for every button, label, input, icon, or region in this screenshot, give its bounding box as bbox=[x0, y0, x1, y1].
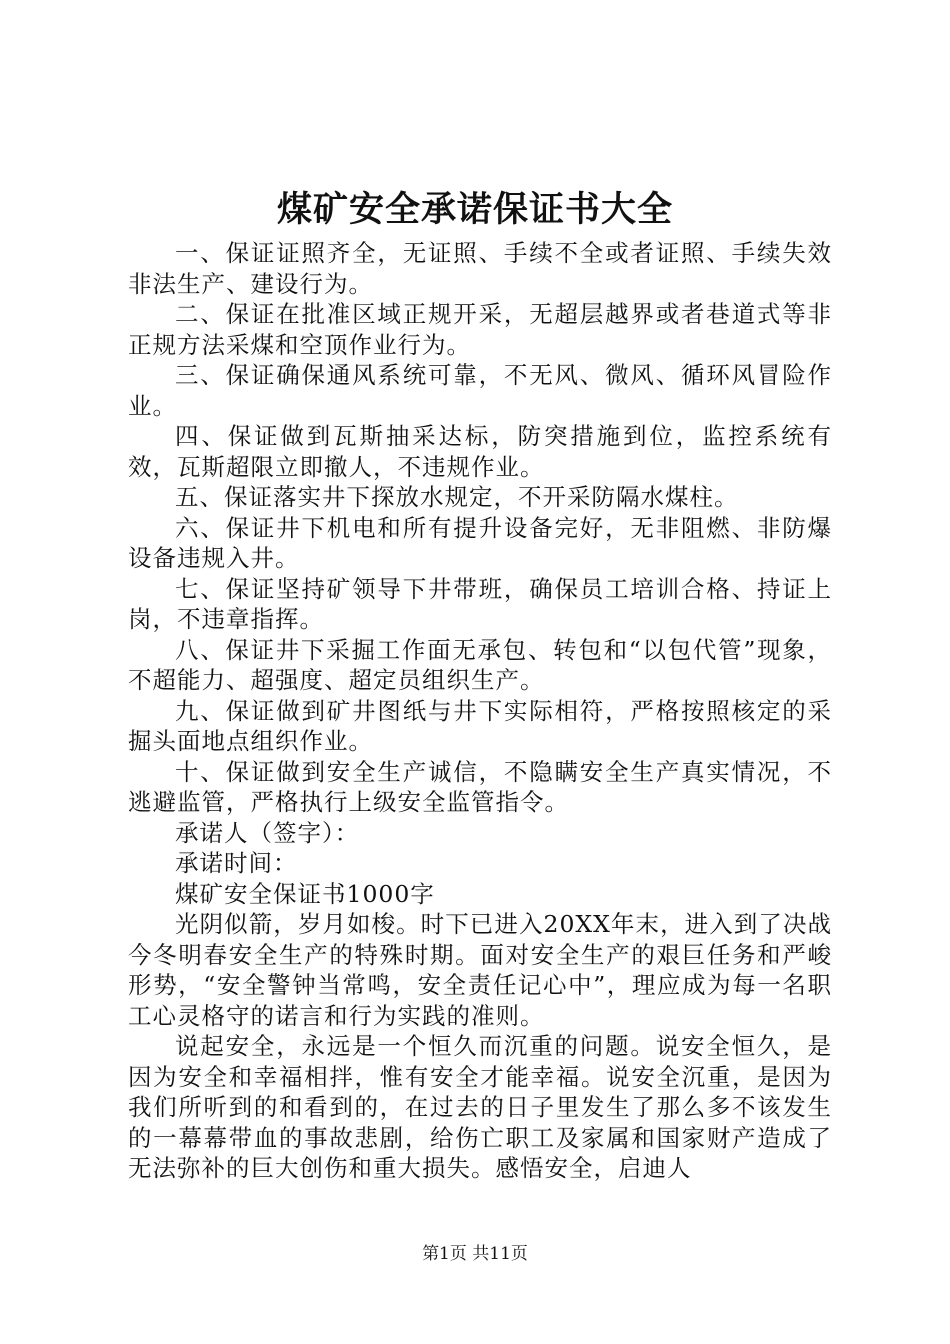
page-number: 第1页 共11页 bbox=[422, 1244, 528, 1264]
paragraph: 六、保证井下机电和所有提升设备完好，无非阻燃、非防爆设备违规入井。 bbox=[128, 513, 832, 572]
paragraph: 七、保证坚持矿领导下井带班，确保员工培训合格、持证上岗，不违章指挥。 bbox=[128, 574, 832, 633]
paragraph: 十、保证做到安全生产诚信，不隐瞒安全生产真实情况，不逃避监管，严格执行上级安全监管指令。 bbox=[128, 757, 832, 816]
signature-label: 承诺人（签字）： bbox=[175, 818, 360, 847]
paragraph: 九、保证做到矿井图纸与井下实际相符，严格按照核定的采掘头面地点组织作业。 bbox=[128, 696, 832, 755]
paragraph: 光阴似箭，岁月如梭。时下已进入20XX年末，进入到了决战今冬明春安全生产的特殊时期。面对安全生产的艰巨任务和严峻形势，“安全警钟当常鸣，安全责任记心中”，理应成为每一名职工心灵格守的诺言和行为实践的准则。 bbox=[128, 910, 832, 1030]
paragraph: 八、保证井下采掘工作面无承包、转包和“以包代管”现象，不超能力、超强度、超定员组织生产。 bbox=[128, 635, 832, 694]
document-title: 煤矿安全承诺保证书大全 bbox=[276, 189, 673, 230]
document-body bbox=[128, 238, 832, 1184]
paragraph: 四、保证做到瓦斯抽采达标，防突措施到位，监控系统有效，瓦斯超限立即撤人，不违规作业。 bbox=[128, 422, 832, 481]
paragraph: 二、保证在批准区域正规开采，无超层越界或者巷道式等非正规方法采煤和空顶作业行为。 bbox=[128, 300, 832, 359]
paragraph: 一、保证证照齐全，无证照、手续不全或者证照、手续失效非法生产、建设行为。 bbox=[128, 239, 832, 298]
date-label: 承诺时间： bbox=[175, 849, 298, 877]
paragraph: 五、保证落实井下探放水规定，不开采防隔水煤柱。 bbox=[175, 483, 739, 511]
paragraph: 三、保证确保通风系统可靠，不无风、微风、循环风冒险作业。 bbox=[128, 361, 832, 420]
section-heading: 煤矿安全保证书1000字 bbox=[175, 879, 435, 908]
paragraph: 说起安全，永远是一个恒久而沉重的问题。说安全恒久，是因为安全和幸福相拌，惟有安全才能幸福。说安全沉重，是因为我们所听到的和看到的，在过去的日子里发生了那么多不该发生的一幕幕带血的事故悲剧，给伤亡职工及家属和国家财产造成了无法弥补的巨大创伤和重大损失。感悟安全，启迪人 bbox=[128, 1032, 832, 1182]
